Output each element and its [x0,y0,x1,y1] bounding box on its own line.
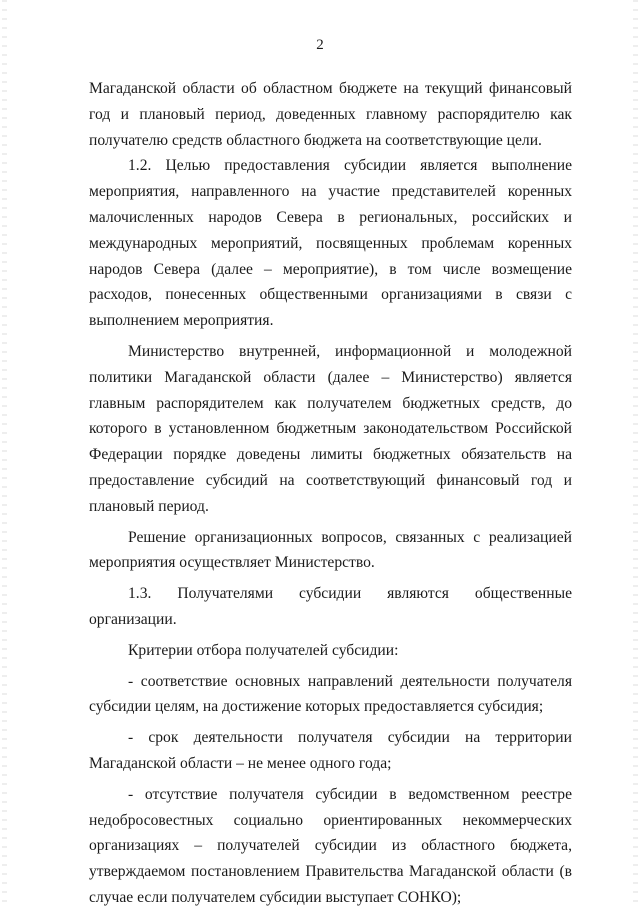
document-body [89,76,572,911]
scan-edge-right [633,0,638,905]
scan-edge-left [2,0,7,905]
list-item-criterion-3: - отсутствие получателя субсидии в ведомственном реестре недобросовестных социально ориентированных некоммерческих организациях – получателей субсидии из областного бюджета, утверждаемом постановлением Правительства Магаданской области (в случае если получателем субсидии выступает СОНКО); [89,785,572,906]
paragraph-organizational: Решение организационных вопросов, связанных с реализацией мероприятия осуществляет Министерство. [89,528,572,572]
list-item-criterion-1: - соответствие основных направлений деятельности получателя субсидии целям, на достижение которых предоставляется субсидия; [89,672,572,716]
page-number: 2 [316,37,324,53]
paragraph-1-2-goal: 1.2. Целью предоставления субсидии является выполнение мероприятия, направленного на участие представителей коренных малочисленных народов Севера в региональных, российских и международных мероприятий, посвященных проблемам коренных народов Севера (далее – мероприятие), в том числе возмещение расходов, понесенных общественными организациями в связи с выполнением мероприятия. [89,157,572,330]
paragraph-criteria-heading: Критерии отбора получателей субсидии: [128,641,399,659]
paragraph-1-3-recipients: 1.3. Получателями субсидии являются общественные организации. [89,585,572,628]
paragraph-continuation: Магаданской области об областном бюджете на текущий финансовый год и плановый период, доведенных главному распорядителю как получателю средств областного бюджета на соответствующие цели. [89,80,572,149]
list-item-criterion-2: - срок деятельности получателя субсидии на территории Магаданской области – не менее одного года; [89,729,572,772]
paragraph-ministry: Министерство внутренней, информационной и молодежной политики Магаданской области (далее – Министерство) является главным распорядителем как получателем бюджетных средств, до которого в установленном бюджетным законодательством Российской Федерации порядке доведены лимиты бюджетных обязательств на предоставление субсидий на соответствующий финансовый год и плановый период. [89,342,572,515]
